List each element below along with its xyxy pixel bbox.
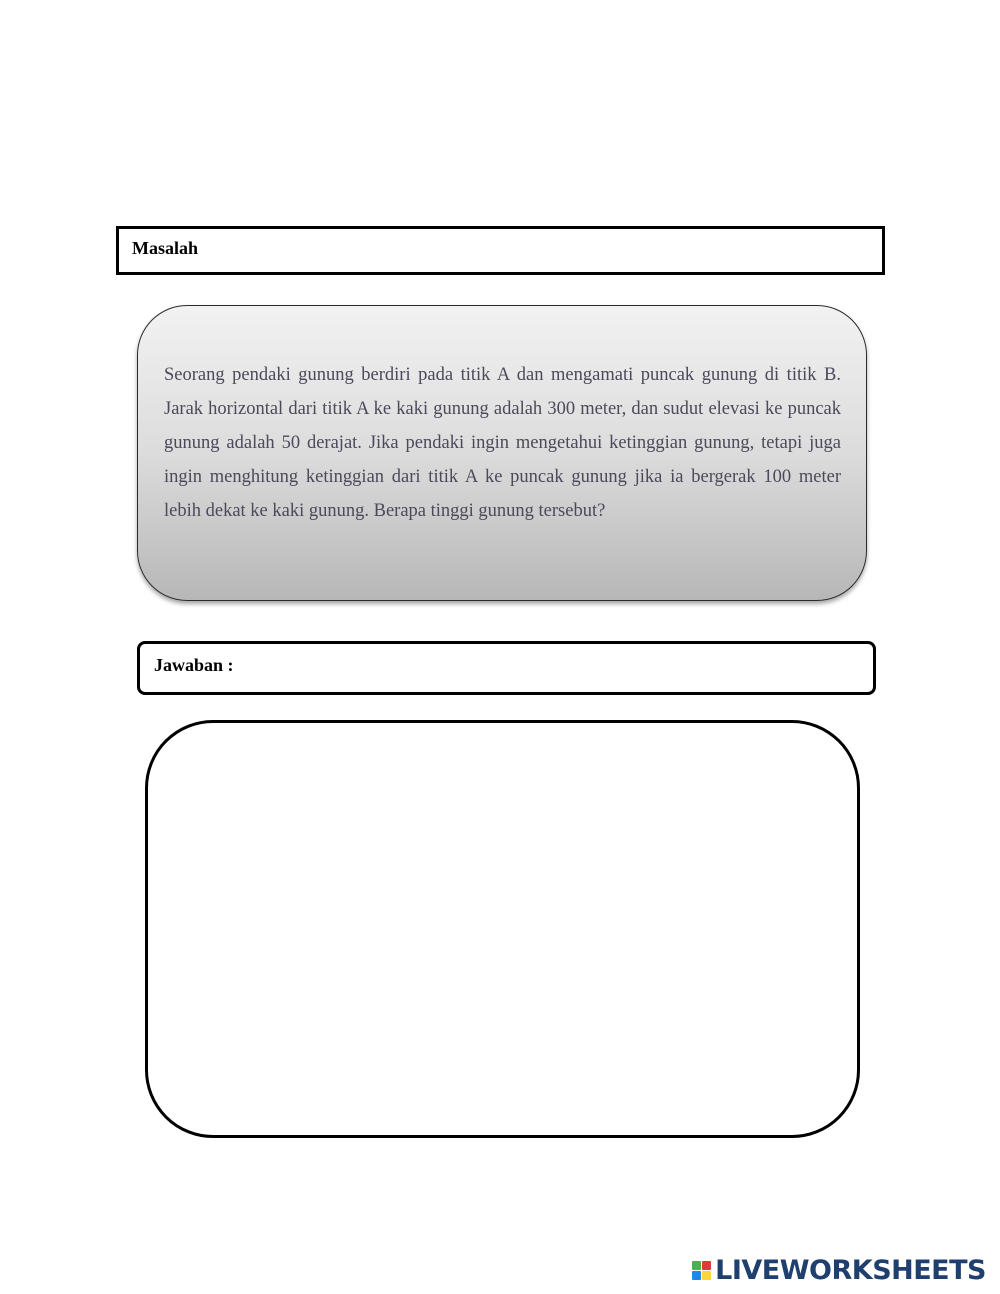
problem-text: Seorang pendaki gunung berdiri pada titik A dan mengamati puncak gunung di titik B. Jarak horizontal dari titik A ke kaki gunung adalah 300 meter, dan sudut elevasi ke puncak gunung adalah 50 derajat. Jika pendaki ingin mengetahui ketinggian gunung, tetapi juga ingin menghitung ketinggian dari titik A ke puncak gunung jika ia bergerak 100 meter lebih dekat ke kaki gunung. Berapa tinggi gunung tersebut? xyxy=(164,365,841,521)
jawaban-header-box xyxy=(137,641,876,695)
jawaban-label: Jawaban : xyxy=(154,655,234,675)
answer-input[interactable] xyxy=(145,720,860,1138)
logo-square-green xyxy=(692,1261,701,1270)
liveworksheets-brand xyxy=(692,1253,986,1287)
logo-square-red xyxy=(702,1261,711,1270)
logo-square-yellow xyxy=(702,1271,711,1280)
liveworksheets-logo-icon xyxy=(692,1261,711,1280)
logo-square-blue xyxy=(692,1271,701,1280)
brand-wordmark: LIVEWORKSHEETS xyxy=(715,1254,986,1286)
masalah-label: Masalah xyxy=(132,238,199,258)
masalah-header-box xyxy=(116,226,885,275)
problem-card xyxy=(137,305,867,601)
